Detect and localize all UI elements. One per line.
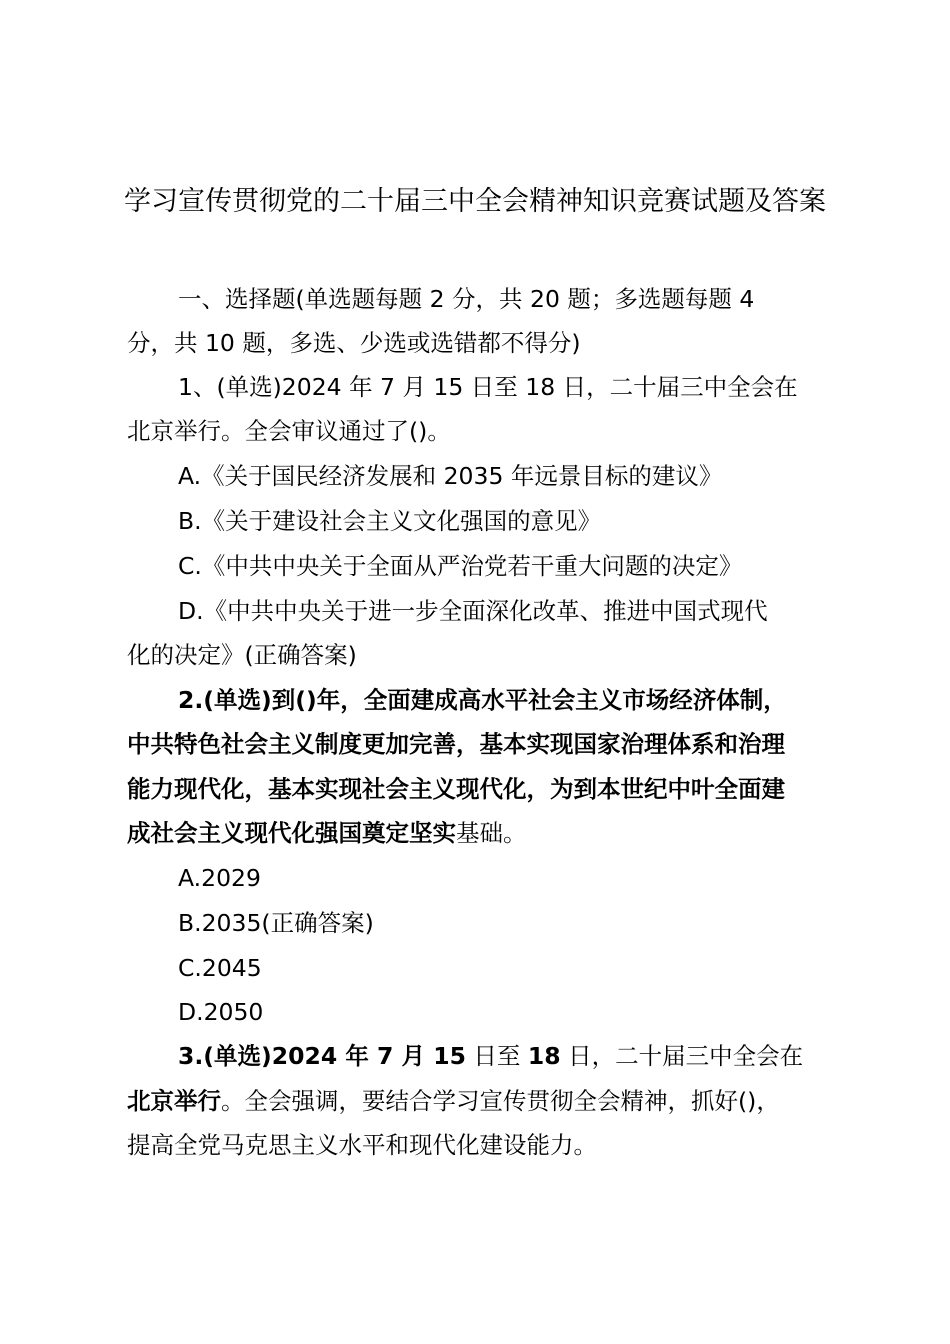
section-heading-line2: 分，共 10 题，多选、少选或选错都不得分) <box>127 329 581 357</box>
q1-option-c: C.《中共中央关于全面从严治党若干重大问题的决定》 <box>178 552 743 580</box>
q1-stem-line1: 1、(单选)2024 年 7 月 15 日至 18 日，二十届三中全会在 <box>178 373 798 401</box>
q3-stem-line3: 提高全党马克思主义水平和现代化建设能力。 <box>127 1131 597 1159</box>
q2-stem-line1: 2.(单选)到()年，全面建成高水平社会主义市场经济体制， <box>178 686 787 714</box>
q2-stem-line4-bold: 成社会主义现代化强国奠定坚实 <box>127 819 456 847</box>
q3-stem-line1-bold-a: 3.(单选)2024 年 7 月 15 <box>178 1042 466 1070</box>
q1-option-a: A.《关于国民经济发展和 2035 年远景目标的建议》 <box>178 462 723 490</box>
q2-option-c: C.2045 <box>178 954 262 982</box>
q1-option-d-cont: 化的决定》(正确答案) <box>127 641 357 669</box>
q3-stem-line1-normal-b: 日，二十届三中全会在 <box>560 1042 804 1070</box>
q2-option-b: B.2035(正确答案) <box>178 909 374 937</box>
section-heading-line1: 一、选择题(单选题每题 2 分，共 20 题；多选题每题 4 <box>178 285 755 313</box>
q2-option-d: D.2050 <box>178 998 264 1026</box>
q1-stem-line2: 北京举行。全会审议通过了()。 <box>127 417 451 445</box>
q2-stem-line3: 能力现代化，基本实现社会主义现代化，为到本世纪中叶全面建 <box>127 775 785 803</box>
q2-stem-line4-normal: 基础。 <box>456 819 527 847</box>
q3-stem-line1 <box>178 1041 803 1071</box>
q2-stem-line4 <box>127 818 527 848</box>
q2-option-a: A.2029 <box>178 864 261 892</box>
q2-stem-line2: 中共特色社会主义制度更加完善，基本实现国家治理体系和治理 <box>127 730 785 758</box>
q3-stem-line1-bold-b: 18 <box>527 1042 561 1070</box>
q1-option-d: D.《中共中央关于进一步全面深化改革、推进中国式现代 <box>178 597 768 625</box>
q3-stem-line2 <box>127 1086 780 1116</box>
q3-stem-line2-normal: 。全会强调，要结合学习宣传贯彻全会精神，抓好()， <box>221 1087 780 1115</box>
q3-stem-line1-normal-a: 日至 <box>465 1042 528 1070</box>
q1-option-b: B.《关于建设社会主义文化强国的意见》 <box>178 507 602 535</box>
document-title: 学习宣传贯彻党的二十届三中全会精神知识竞赛试题及答案 <box>124 186 826 217</box>
q3-stem-line2-bold: 北京举行 <box>127 1087 221 1115</box>
